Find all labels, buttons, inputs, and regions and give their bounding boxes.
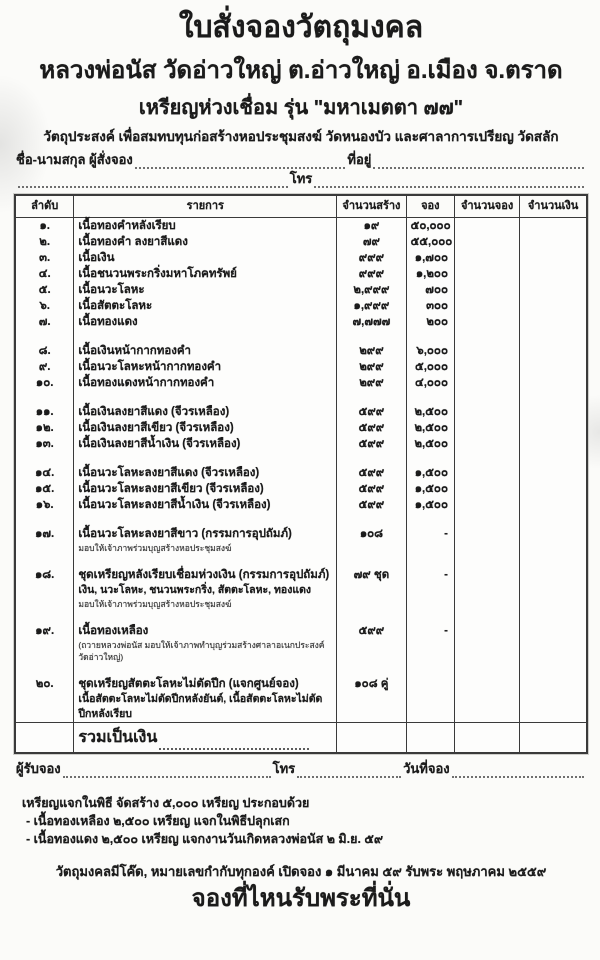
row-item: [74, 266, 337, 282]
receiver-label: ผู้รับจอง: [16, 761, 61, 776]
row-quantity-made: ๙๙๙: [337, 250, 406, 266]
address-blank: [373, 153, 584, 169]
table-row: [15, 282, 587, 298]
col-header-index: ลำดับ: [15, 195, 74, 218]
row-quantity-made: ๗๙: [337, 234, 406, 250]
row-item-note: (ถวายหลวงพ่อนัส มอบให้เจ้าภาพทำบุญร่วมสร้างศาลาอเนกประสงค์วัดอ่าวใหญ่): [78, 640, 325, 662]
row-number: ๑๘.: [15, 567, 74, 610]
table-row: [15, 250, 587, 266]
orderer-name-label: ชื่อ-นามสกุล ผู้สั่งจอง: [16, 152, 133, 167]
row-reserve-price: ๒,๕๐๐: [406, 436, 454, 452]
row-item-title: เนื้อนวะโลหะลงยาสีน้ำเงิน (จีวรเหลือง): [78, 499, 271, 511]
row-reserve-price: ๑,๕๐๐: [406, 497, 454, 513]
row-quantity-made: ๕๙๙: [337, 404, 406, 420]
row-reserve-price: -: [406, 623, 454, 663]
row-amount-blank: [520, 436, 587, 452]
row-amount-blank: [520, 676, 587, 723]
row-item-title: เนื้อทองแดงหน้ากากทองคำ: [78, 377, 215, 389]
row-reserve-price: ๑,๕๐๐: [406, 481, 454, 497]
row-item-note: มอบให้เจ้าภาพร่วมบุญสร้างหอประชุมสงฆ์: [78, 543, 232, 553]
pickup-slogan: จองที่ไหนรับพระที่นั่น: [191, 885, 411, 912]
row-reserve-price: ๕๕,๐๐๐: [406, 234, 454, 250]
row-item-title: เนื้อนวะโลหะหน้ากากทองคำ: [78, 361, 222, 373]
row-amount-blank: [520, 218, 587, 235]
row-item: [74, 218, 337, 235]
row-item: [74, 359, 337, 375]
table-row: [15, 218, 587, 235]
row-item: [74, 526, 337, 554]
code-info-line: วัตถุมงคลมีโค๊ด, หมายเลขกำกับทุกองค์ เปิดจอง ๑ มีนาคม ๕๙ รับพระ พฤษภาคม ๒๕๕๙: [55, 864, 547, 879]
row-amount-blank: [520, 282, 587, 298]
row-reserve-qty-blank: [454, 436, 519, 452]
receiver-line: [14, 759, 588, 778]
row-amount-blank: [520, 526, 587, 554]
edition-line: เหรียญห่วงเชื่อม รุ่น "มหาเมตตา ๗๗": [138, 97, 464, 119]
row-quantity-made: ๑๐๘: [337, 526, 406, 554]
table-row: [15, 465, 587, 481]
row-item: [74, 404, 337, 420]
row-amount-blank: [520, 623, 587, 663]
table-gap-row: [15, 610, 587, 623]
reserve-date-blank: [452, 762, 584, 778]
row-reserve-qty-blank: [454, 465, 519, 481]
table-row: [15, 481, 587, 497]
table-row: [15, 266, 587, 282]
row-amount-blank: [520, 404, 587, 420]
phone-blank: [314, 172, 584, 188]
row-quantity-made: ๕๙๙: [337, 481, 406, 497]
table-row: [15, 497, 587, 513]
row-reserve-price: ๑,๕๐๐: [406, 465, 454, 481]
col-header-amount: จำนวนเงิน: [520, 195, 587, 218]
giveaway-item-copper: - เนื้อทองแดง ๒,๕๐๐ เหรียญ แจกงานวันเกิดหลวงพ่อนัส ๒ มิ.ย. ๕๙: [26, 832, 384, 846]
address-blank-2: [18, 172, 288, 188]
row-reserve-price: -: [406, 526, 454, 554]
row-quantity-made: ๕๙๙: [337, 465, 406, 481]
row-reserve-price: ๗๐๐: [406, 282, 454, 298]
table-gap-row: [15, 452, 587, 465]
table-row: [15, 375, 587, 391]
row-quantity-made: ๗,๗๗๗: [337, 314, 406, 330]
orderer-name-blank: [135, 153, 346, 169]
total-empty-resm: [520, 723, 587, 754]
row-amount-blank: [520, 234, 587, 250]
row-item: [74, 481, 337, 497]
row-reserve-qty-blank: [454, 234, 519, 250]
row-item: [74, 314, 337, 330]
row-reserve-price: ๑,๗๐๐: [406, 250, 454, 266]
row-item: [74, 420, 337, 436]
row-item: [74, 676, 337, 723]
giveaway-notes: [14, 794, 588, 848]
row-number: ๓.: [15, 250, 74, 266]
table-gap-row: [15, 554, 587, 567]
row-item-note: มอบให้เจ้าภาพร่วมบุญสร้างหอประชุมสงฆ์: [78, 599, 232, 609]
row-quantity-made: ๑,๙๙๙: [337, 298, 406, 314]
total-label: รวมเป็นเงิน: [78, 729, 158, 746]
table-row: [15, 234, 587, 250]
table-gap-row: [15, 513, 587, 526]
row-reserve-qty-blank: [454, 218, 519, 235]
row-amount-blank: [520, 266, 587, 282]
row-reserve-price: ๖,๐๐๐: [406, 343, 454, 359]
table-row: [15, 298, 587, 314]
row-number: ๙.: [15, 359, 74, 375]
row-number: ๘.: [15, 343, 74, 359]
row-item-title: เนื้อเงินลงยาสีเขียว (จีวรเหลือง): [78, 422, 234, 434]
row-quantity-made: ๒๙๙: [337, 359, 406, 375]
col-header-reserve-qty: จำนวนจอง: [454, 195, 519, 218]
row-number: ๑๐.: [15, 375, 74, 391]
row-reserve-price: ๒๐๐: [406, 314, 454, 330]
row-number: ๗.: [15, 314, 74, 330]
row-number: ๒.: [15, 234, 74, 250]
table-row: [15, 420, 587, 436]
row-quantity-made: ๒๙๙: [337, 375, 406, 391]
row-amount-blank: [520, 314, 587, 330]
row-number: ๕.: [15, 282, 74, 298]
row-reserve-qty-blank: [454, 526, 519, 554]
row-item-title: เนื้อทองคำ ลงยาสีแดง: [78, 236, 188, 248]
row-reserve-qty-blank: [454, 359, 519, 375]
page-title: ใบสั่งจองวัตถุมงคล: [178, 11, 424, 44]
orderer-name-line: [14, 150, 588, 169]
row-item-title: เนื้อนวะโลหะลงยาสีเขียว (จีวรเหลือง): [78, 483, 264, 495]
row-amount-blank: [520, 420, 587, 436]
row-quantity-made: ๕๙๙: [337, 623, 406, 663]
total-empty-no: [15, 723, 74, 754]
phone-label: โทร: [289, 171, 313, 186]
row-amount-blank: [520, 298, 587, 314]
row-item: [74, 623, 337, 663]
row-reserve-qty-blank: [454, 676, 519, 723]
total-row: [15, 723, 587, 754]
row-quantity-made: ๑๐๘ คู่: [337, 676, 406, 723]
table-header-row: [15, 195, 587, 218]
row-item-title: เนื้อเงินลงยาสีน้ำเงิน (จีวรเหลือง): [78, 438, 241, 450]
row-reserve-qty-blank: [454, 250, 519, 266]
phone-line: [14, 169, 588, 188]
table-row: [15, 623, 587, 663]
row-quantity-made: ๙๙๙: [337, 266, 406, 282]
table-row: [15, 404, 587, 420]
row-item: [74, 343, 337, 359]
row-quantity-made: ๑๙: [337, 218, 406, 235]
order-table: [14, 194, 588, 754]
table-row: [15, 343, 587, 359]
row-reserve-price: [406, 676, 454, 723]
row-reserve-price: ๕,๐๐๐: [406, 359, 454, 375]
row-number: ๑๑.: [15, 404, 74, 420]
row-reserve-qty-blank: [454, 481, 519, 497]
row-item: [74, 298, 337, 314]
row-reserve-price: ๒,๕๐๐: [406, 420, 454, 436]
row-number: ๑๗.: [15, 526, 74, 554]
row-quantity-made: ๕๙๙: [337, 497, 406, 513]
total-blank: [159, 736, 309, 750]
row-reserve-qty-blank: [454, 298, 519, 314]
row-number: ๖.: [15, 298, 74, 314]
col-header-price: จอง: [406, 195, 454, 218]
row-number: ๑๔.: [15, 465, 74, 481]
row-number: ๑๙.: [15, 623, 74, 663]
row-reserve-qty-blank: [454, 314, 519, 330]
row-amount-blank: [520, 250, 587, 266]
receiver-phone-blank: [297, 762, 401, 778]
row-item: [74, 282, 337, 298]
row-amount-blank: [520, 359, 587, 375]
receiver-phone-label: โทร: [272, 761, 296, 776]
row-reserve-price: ๑,๒๐๐: [406, 266, 454, 282]
row-item: [74, 465, 337, 481]
row-amount-blank: [520, 497, 587, 513]
row-item-title: เนื้อทองคำหลังเรียบ: [78, 220, 176, 232]
table-row: [15, 567, 587, 610]
total-empty-resq: [454, 723, 519, 754]
row-item-title: เนื้อเงิน: [78, 252, 115, 264]
table-gap-row: [15, 663, 587, 676]
row-item-note: เงิน, นวะโลหะ, ชนวนพระกริ่ง, สัตตะโลหะ, ทองแดง: [78, 584, 312, 596]
table-gap-row: [15, 330, 587, 343]
row-item-title: ชุดเหรียญสัตตะโลหะไม่ตัดปีก (แจกศูนย์จอง): [78, 678, 299, 690]
row-quantity-made: ๕๙๙: [337, 420, 406, 436]
row-number: ๔.: [15, 266, 74, 282]
temple-line: หลวงพ่อนัส วัดอ่าวใหญ่ ต.อ่าวใหญ่ อ.เมือง จ.ตราด: [39, 57, 563, 84]
total-label-cell: [74, 723, 337, 754]
row-quantity-made: ๒,๙๙๙: [337, 282, 406, 298]
row-item-title: เนื้อนวะโลหะลงยาสีขาว (กรรมการอุปถัมภ์): [78, 528, 292, 540]
row-number: ๑๒.: [15, 420, 74, 436]
row-item: [74, 375, 337, 391]
row-item-title: เนื้อเงินหน้ากากทองคำ: [78, 345, 192, 357]
row-item-title: เนื้อสัตตะโลหะ: [78, 300, 153, 312]
row-item-note: เนื้อสัตตะโลหะไม่ตัดปีกหลังยันต์, เนื้อสัตตะโลหะไม่ตัดปีกหลังเรียบ: [78, 693, 323, 720]
row-number: ๑๓.: [15, 436, 74, 452]
row-quantity-made: ๒๙๙: [337, 343, 406, 359]
row-amount-blank: [520, 465, 587, 481]
giveaway-heading: เหรียญแจกในพิธี จัดสร้าง ๕,๐๐๐ เหรียญ ประกอบด้วย: [22, 796, 310, 810]
row-item-title: เนื้อนวะโลหะลงยาสีแดง (จีวรเหลือง): [78, 467, 260, 479]
row-quantity-made: ๕๙๙: [337, 436, 406, 452]
row-reserve-qty-blank: [454, 266, 519, 282]
table-row: [15, 526, 587, 554]
row-amount-blank: [520, 481, 587, 497]
row-item-title: เนื้อนวะโลหะ: [78, 284, 145, 296]
row-reserve-price: -: [406, 567, 454, 610]
row-item: [74, 250, 337, 266]
col-header-made: จำนวนสร้าง: [337, 195, 406, 218]
reserve-date-label: วันที่จอง: [403, 761, 450, 776]
row-number: ๑.: [15, 218, 74, 235]
row-item-title: เนื้อชนวนพระกริ่งมหาโภคทรัพย์: [78, 268, 237, 280]
row-item-title: เนื้อทองเหลือง: [78, 625, 149, 637]
row-quantity-made: ๗๙ ชุด: [337, 567, 406, 610]
row-reserve-qty-blank: [454, 623, 519, 663]
row-reserve-qty-blank: [454, 567, 519, 610]
table-row: [15, 436, 587, 452]
row-reserve-price: ๕๐,๐๐๐: [406, 218, 454, 235]
row-amount-blank: [520, 343, 587, 359]
table-row: [15, 314, 587, 330]
row-reserve-qty-blank: [454, 497, 519, 513]
row-number: ๒๐.: [15, 676, 74, 723]
row-reserve-price: ๔,๐๐๐: [406, 375, 454, 391]
row-amount-blank: [520, 375, 587, 391]
row-item: [74, 436, 337, 452]
col-header-item: รายการ: [74, 195, 337, 218]
row-number: ๑๖.: [15, 497, 74, 513]
total-empty-made: [337, 723, 406, 754]
giveaway-item-brass: - เนื้อทองเหลือง ๒,๕๐๐ เหรียญ แจกในพิธีปลุกเสก: [26, 814, 290, 828]
row-reserve-qty-blank: [454, 420, 519, 436]
row-number: ๑๕.: [15, 481, 74, 497]
row-reserve-qty-blank: [454, 404, 519, 420]
row-item-title: เนื้อเงินลงยาสีแดง (จีวรเหลือง): [78, 406, 230, 418]
row-item-title: ชุดเหรียญหลังเรียบเชื่อมห่วงเงิน (กรรมการอุปถัมภ์): [78, 569, 330, 581]
row-reserve-price: ๓๐๐: [406, 298, 454, 314]
receiver-blank: [63, 762, 271, 778]
row-item: [74, 234, 337, 250]
order-table-body: [15, 218, 587, 723]
row-reserve-qty-blank: [454, 282, 519, 298]
row-reserve-qty-blank: [454, 375, 519, 391]
total-empty-price: [406, 723, 454, 754]
address-label: ที่อยู่: [347, 152, 372, 167]
row-item-title: เนื้อทองแดง: [78, 316, 138, 328]
row-reserve-price: ๒,๕๐๐: [406, 404, 454, 420]
row-reserve-qty-blank: [454, 343, 519, 359]
table-row: [15, 359, 587, 375]
row-item: [74, 497, 337, 513]
purpose-line: วัตถุประสงค์ เพื่อสมทบทุนก่อสร้างหอประชุมสงฆ์ วัดหนองบัว และศาลาการเปรียญ วัดสลัก: [43, 129, 559, 144]
row-item: [74, 567, 337, 610]
row-amount-blank: [520, 567, 587, 610]
table-gap-row: [15, 391, 587, 404]
table-row: [15, 676, 587, 723]
